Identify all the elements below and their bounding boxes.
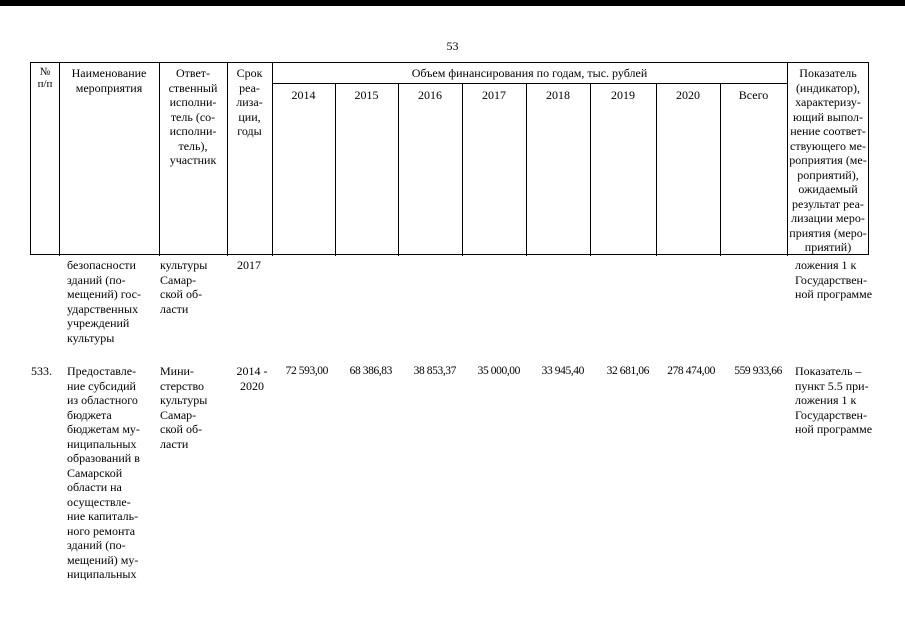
continuation-executor: культуры Самар- ской об- ласти: [160, 258, 208, 316]
col-indicator-header: Показатель (индикатор), характеризу- ющий выпол- нение соответ- ствующего ме- роприятия (ме- роприятий), ожидаемый результат реа- лизации меро- приятия (меро- приятий): [789, 66, 867, 254]
col-num-header: № п/п: [37, 66, 53, 90]
divider: [272, 83, 787, 84]
divider: [526, 83, 527, 256]
col-executor-header: Ответ- ственный исполни- тель (со- исполни- тель), участник: [168, 66, 218, 167]
divider: [462, 83, 463, 256]
divider: [398, 83, 399, 256]
year-header: 2020: [676, 88, 700, 102]
year-header: 2018: [546, 88, 570, 102]
continuation-term: 2017: [237, 258, 261, 272]
continuation-indicator: ложения 1 к Государствен- ной программе: [795, 258, 873, 301]
col-name-header: Наименование мероприятия: [71, 66, 147, 95]
divider: [335, 83, 336, 256]
divider: [720, 83, 721, 256]
value-2020: 278 474,00: [667, 365, 715, 377]
value-2018: 33 945,40: [541, 365, 584, 377]
divider: [590, 83, 591, 256]
total-header: Всего: [738, 88, 769, 102]
divider: [656, 83, 657, 256]
header-table: [30, 62, 869, 255]
row-number: 533.: [31, 364, 52, 378]
row-name: Предоставле- ние субсидий из областного бюджета бюджетам му- ниципальных образований в Самарской области на осуществле- ние капиталь- ного ремонта зданий (по- мещений) му- ниципальных: [67, 364, 140, 581]
top-border: [0, 0, 905, 6]
col-financing-header: Объем финансирования по годам, тыс. рублей: [411, 66, 648, 80]
continuation-name: безопасности зданий (по- мещений) гос- ударственных учреждений культуры: [67, 258, 141, 345]
value-2016: 38 853,37: [413, 365, 456, 377]
year-header: 2019: [611, 88, 635, 102]
year-header: 2017: [482, 88, 506, 102]
value-2019: 32 681,06: [606, 365, 649, 377]
year-header: 2015: [354, 88, 379, 102]
col-term-header: Срок реа- лиза- ции, годы: [236, 66, 263, 138]
row-term: 2014 - 2020: [236, 364, 268, 393]
page-number: 53: [446, 39, 459, 53]
year-header: 2016: [418, 88, 442, 102]
row-indicator: Показатель – пункт 5.5 при- ложения 1 к Государствен- ной программе: [795, 364, 873, 436]
value-2014: 72 593,00: [285, 365, 328, 377]
row-executor: Мини- стерство культуры Самар- ской об- ласти: [160, 364, 208, 451]
value-2017: 35 000,00: [477, 365, 520, 377]
value-total: 559 933,66: [734, 365, 782, 377]
year-header: 2014: [291, 88, 316, 102]
value-2015: 68 386,83: [349, 365, 392, 377]
